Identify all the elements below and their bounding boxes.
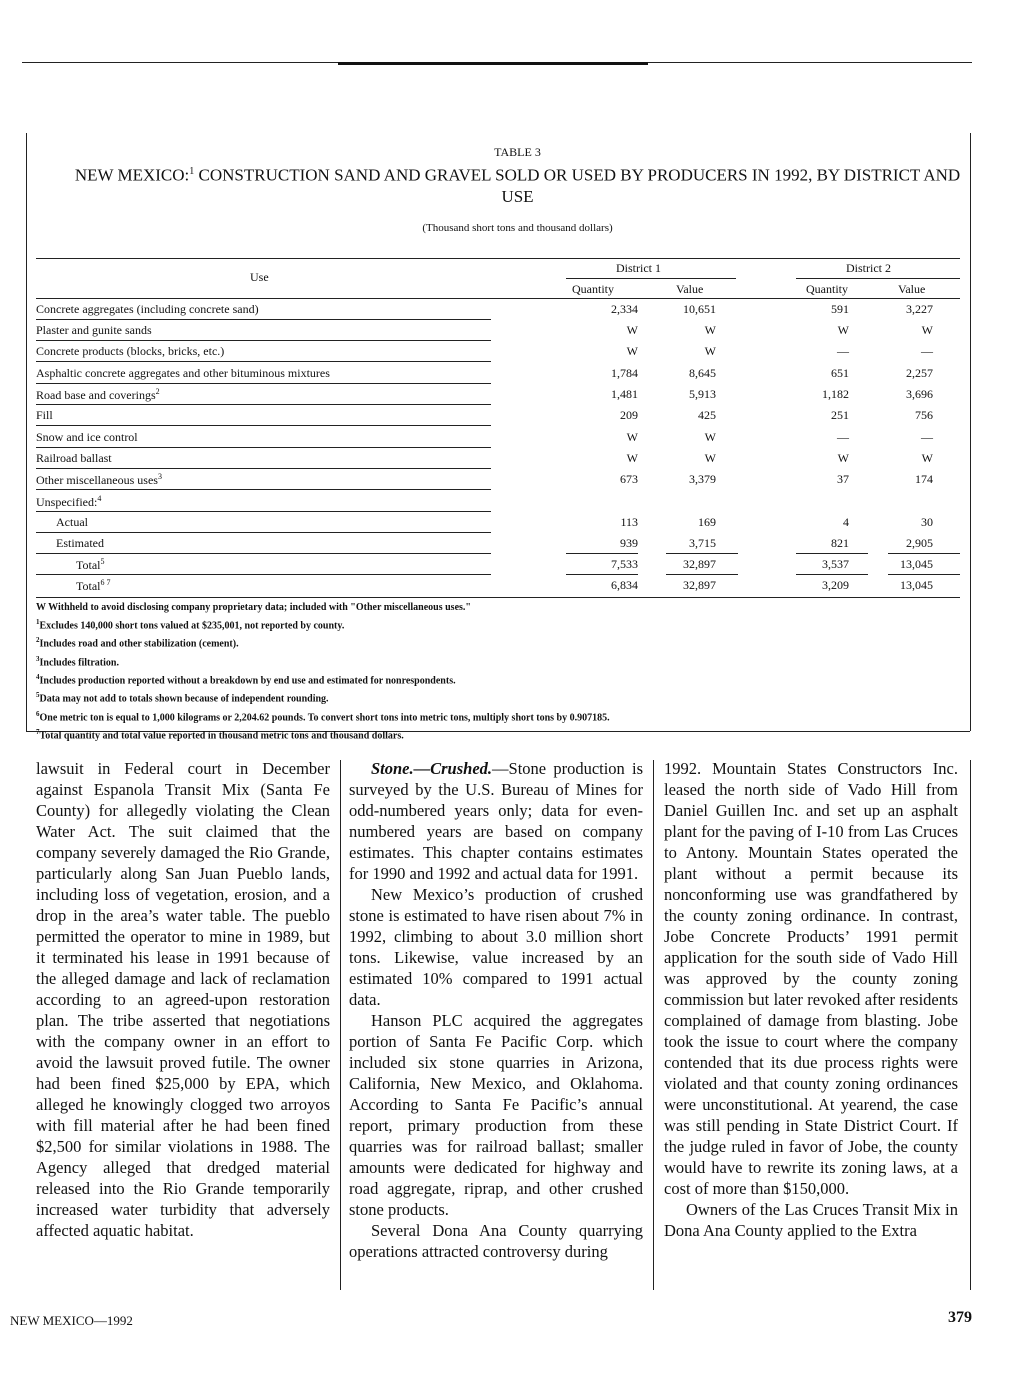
cell-d2v: 3,227 xyxy=(906,302,933,316)
district2-rule xyxy=(796,278,960,279)
cell-d2v: 30 xyxy=(921,515,933,529)
cell-d2q: W xyxy=(837,451,849,465)
cell-d1q: 209 xyxy=(620,408,638,422)
cell-d1q: 1,784 xyxy=(611,366,638,380)
cell-d1v: 8,645 xyxy=(689,366,716,380)
column-divider-1 xyxy=(340,760,341,1290)
column-divider-3 xyxy=(970,760,971,1290)
cell-d2q: 651 xyxy=(831,366,849,380)
total-rule xyxy=(666,553,738,554)
col2-paragraph-4: Several Dona Ana County quarrying operations attracted controversy during xyxy=(349,1221,643,1261)
cell-d1v: 32,897 xyxy=(683,578,716,592)
cell-d2v: — xyxy=(921,344,933,358)
cell-d2v: 756 xyxy=(915,408,933,422)
row-rule xyxy=(36,361,491,362)
header-d1-quantity: Quantity xyxy=(572,282,614,296)
col1-paragraph: lawsuit in Federal court in December against Espanola Transit Mix (Santa Fe County) for allegedly violating the Clean Water Act. The suit claimed that the company severely damaged the Rio Grande, particularly along San Juan Pueblo lands, including loss of vegetation, erosion, and a drop in the area’s water table. The pueblo permitted the operator to mine in 1989, but it terminated his lease in 1991 because of the alleged damage and lack of reclamation according to an agreed-upon restoration plan. The tribe asserted that negotiations with the company owner in an effort to avoid the lawsuit proved futile. The owner had been fined $25,000 by EPA, which alleged he knowingly clogged two arroyos with fill material after he had been fined $2,500 for similar violations in 1988. The Agency alleged that dredged material released into the Rio Grande temporarily increased water turbidity that adversely affected aquatic habitat. xyxy=(36,759,330,1240)
row-label: Snow and ice control xyxy=(36,430,138,444)
cell-d1v: 3,379 xyxy=(689,472,716,486)
column-divider-2 xyxy=(653,760,654,1290)
column-2 xyxy=(349,758,643,1262)
cell-d2v: 13,045 xyxy=(900,578,933,592)
cell-d1q: W xyxy=(626,323,638,337)
cell-d2q: 3,537 xyxy=(822,557,849,571)
table-label: TABLE 3 xyxy=(494,145,541,159)
row-rule xyxy=(36,511,491,512)
cell-d1v: W xyxy=(704,323,716,337)
row-label: Railroad ballast xyxy=(36,451,112,465)
row-rule xyxy=(36,404,491,405)
cell-d1v: 32,897 xyxy=(683,557,716,571)
cell-d1q: W xyxy=(626,344,638,358)
cell-d1q: 2,334 xyxy=(611,302,638,316)
cell-d2q: — xyxy=(837,344,849,358)
cell-d1v: 10,651 xyxy=(683,302,716,316)
row-rule xyxy=(36,468,491,469)
district1-rule xyxy=(566,278,736,279)
cell-d2v: — xyxy=(921,430,933,444)
row-label: Asphaltic concrete aggregates and other bituminous mixtures xyxy=(36,366,330,380)
cell-d2q: 591 xyxy=(831,302,849,316)
row-label: Estimated xyxy=(56,536,104,550)
row-rule xyxy=(36,574,491,575)
total-rule xyxy=(566,574,638,575)
col2-paragraph-1: Stone.—Crushed.—Stone production is surveyed by the U.S. Bureau of Mines for odd-numbered years only; data for even-numbered years are based on company estimates. This chapter contains estimates for 1990 and 1992 and actual data for 1991. xyxy=(349,759,643,883)
footnote: $^7$Total quantity and total value reported in thousand metric tons and thousand dollars. xyxy=(36,727,404,742)
cell-d1q: W xyxy=(626,451,638,465)
row-label: Plaster and gunite sands xyxy=(36,323,152,337)
header-district-2: District 2 xyxy=(846,261,891,275)
footnote: $^6$One metric ton is equal to 1,000 kilograms or 2,204.62 pounds. To convert short tons into metric tons, multiply short tons by 0.907185. xyxy=(36,709,610,723)
cell-d1q: 7,533 xyxy=(611,557,638,571)
cell-d1v: 169 xyxy=(698,515,716,529)
cell-d2v: W xyxy=(921,451,933,465)
cell-d2v: 2,257 xyxy=(906,366,933,380)
footnote: $^1$Excludes 140,000 short tons valued at $235,001, not reported by county. xyxy=(36,618,345,632)
footnote: $^5$Data may not add to totals shown because of independent rounding. xyxy=(36,691,329,705)
cell-d1q: 113 xyxy=(620,515,638,529)
row-label: Concrete products (blocks, bricks, etc.) xyxy=(36,344,225,358)
row-label: Road base and coverings$^2$ xyxy=(36,387,160,402)
cell-d2q: 4 xyxy=(843,515,849,529)
cell-d1q: 1,481 xyxy=(611,387,638,401)
cell-d1v: 3,715 xyxy=(689,536,716,550)
row-rule xyxy=(36,425,491,426)
running-footer: NEW MEXICO—1992 xyxy=(10,1313,133,1328)
row-label: Unspecified:$^4$ xyxy=(36,494,102,509)
header-d1-value: Value xyxy=(676,282,704,296)
header-bottom-rule xyxy=(36,298,960,299)
row-rule xyxy=(36,319,491,320)
col2-paragraph-3: Hanson PLC acquired the aggregates portion of Santa Fe Pacific Corp. which included six stone quarries in Arizona, California, New Mexico, and Oklahoma. According to Santa Fe Pacific’s annual report, primary production from these quarries was for railroad ballast; smaller amounts were dedicated for highway and road aggregate, riprap, and other crushed stone products. xyxy=(349,1011,643,1219)
section-heading-crushed-stone: Stone.—Crushed. xyxy=(371,759,493,778)
table-title: NEW MEXICO:$^1$ CONSTRUCTION SAND AND GRAVEL SOLD OR USED BY PRODUCERS IN 1992, BY DISTRICT AND USE xyxy=(74,165,961,206)
cell-d2v: 13,045 xyxy=(900,557,933,571)
row-rule xyxy=(36,553,491,554)
row-label: Actual xyxy=(56,515,88,529)
total-rule xyxy=(888,574,960,575)
row-label: Total$^{6 7}$ xyxy=(76,578,111,593)
total-rule xyxy=(666,574,738,575)
top-rule-accent xyxy=(338,62,648,65)
header-d2-value: Value xyxy=(898,282,926,296)
col3-paragraph-1: 1992. Mountain States Constructors Inc. leased the north side of Vado Hill from Daniel Guillen Inc. and set up an asphalt plant for the paving of I-10 from Las Cruces to Antony. Mountain States operated the plant without a permit because its nonconforming use was grandfathered by the county zoning ordinance. In contrast, Jobe Concrete Products’ 1991 permit application for the south side of Vado Hill was approved by the county zoning commission but later revoked after residents complained of damage from blasting. Jobe took the issue to court where the company contended that its due process rights were violated and that county zoning ordinances were unconstitutional. At yearend, the case was still pending in State District Court. If the judge ruled in favor of Jobe, the county would have to rewrite its zoning laws, at a cost of more than $150,000. xyxy=(664,759,958,1198)
table-units: (Thousand short tons and thousand dollars) xyxy=(422,222,613,234)
cell-d1q: W xyxy=(626,430,638,444)
cell-d1v: 425 xyxy=(698,408,716,422)
table-bottom-rule xyxy=(36,597,960,598)
row-rule xyxy=(36,447,491,448)
header-district-1: District 1 xyxy=(616,261,661,275)
row-label: Total$^5$ xyxy=(76,557,105,572)
row-rule xyxy=(36,489,491,490)
row-rule xyxy=(36,383,491,384)
cell-d1v: W xyxy=(704,430,716,444)
page-number: 379 xyxy=(948,1309,972,1326)
cell-d1q: 939 xyxy=(620,536,638,550)
row-rule xyxy=(36,340,491,341)
cell-d2v: 3,696 xyxy=(906,387,933,401)
header-d2-quantity: Quantity xyxy=(806,282,848,296)
column-3 xyxy=(664,758,958,1241)
table-footnotes xyxy=(36,600,956,743)
header-use: Use xyxy=(250,270,269,284)
row-rule xyxy=(36,532,491,533)
cell-d2q: 251 xyxy=(831,408,849,422)
col3-paragraph-2: Owners of the Las Cruces Transit Mix in Dona Ana County applied to the Extra xyxy=(664,1200,958,1240)
total-rule xyxy=(796,553,868,554)
col2-paragraph-2: New Mexico’s production of crushed stone is estimated to have risen about 7% in 1992, climbing to about 3.0 million short tons. Likewise, value increased by an estimated 10% compared to 1991 actual data. xyxy=(349,885,643,1009)
footnote: $^4$Includes production reported without a breakdown by end use and estimated for nonrespondents. xyxy=(36,672,456,687)
total-rule xyxy=(888,553,960,554)
footnote: W Withheld to avoid disclosing company proprietary data; included with "Other miscellaneous uses." xyxy=(36,602,471,613)
total-rule xyxy=(566,553,638,554)
cell-d1q: 673 xyxy=(620,472,638,486)
row-label: Other miscellaneous uses$^3$ xyxy=(36,472,162,487)
cell-d1v: W xyxy=(704,451,716,465)
footnote: $^3$Includes filtration. xyxy=(36,654,119,668)
cell-d2q: W xyxy=(837,323,849,337)
cell-d2v: W xyxy=(921,323,933,337)
cell-d2q: 3,209 xyxy=(822,578,849,592)
row-label: Fill xyxy=(36,408,53,422)
cell-d2q: — xyxy=(837,430,849,444)
row-label: Concrete aggregates (including concrete sand) xyxy=(36,302,259,316)
table-top-rule xyxy=(36,258,960,259)
column-1 xyxy=(36,758,330,1241)
cell-d2q: 821 xyxy=(831,536,849,550)
footnote: $^2$Includes road and other stabilization (cement). xyxy=(36,636,239,650)
cell-d2q: 37 xyxy=(837,472,849,486)
cell-d2v: 174 xyxy=(915,472,933,486)
total-rule xyxy=(796,574,868,575)
cell-d2v: 2,905 xyxy=(906,536,933,550)
cell-d1v: W xyxy=(704,344,716,358)
cell-d1q: 6,834 xyxy=(611,578,638,592)
cell-d2q: 1,182 xyxy=(822,387,849,401)
cell-d1v: 5,913 xyxy=(689,387,716,401)
